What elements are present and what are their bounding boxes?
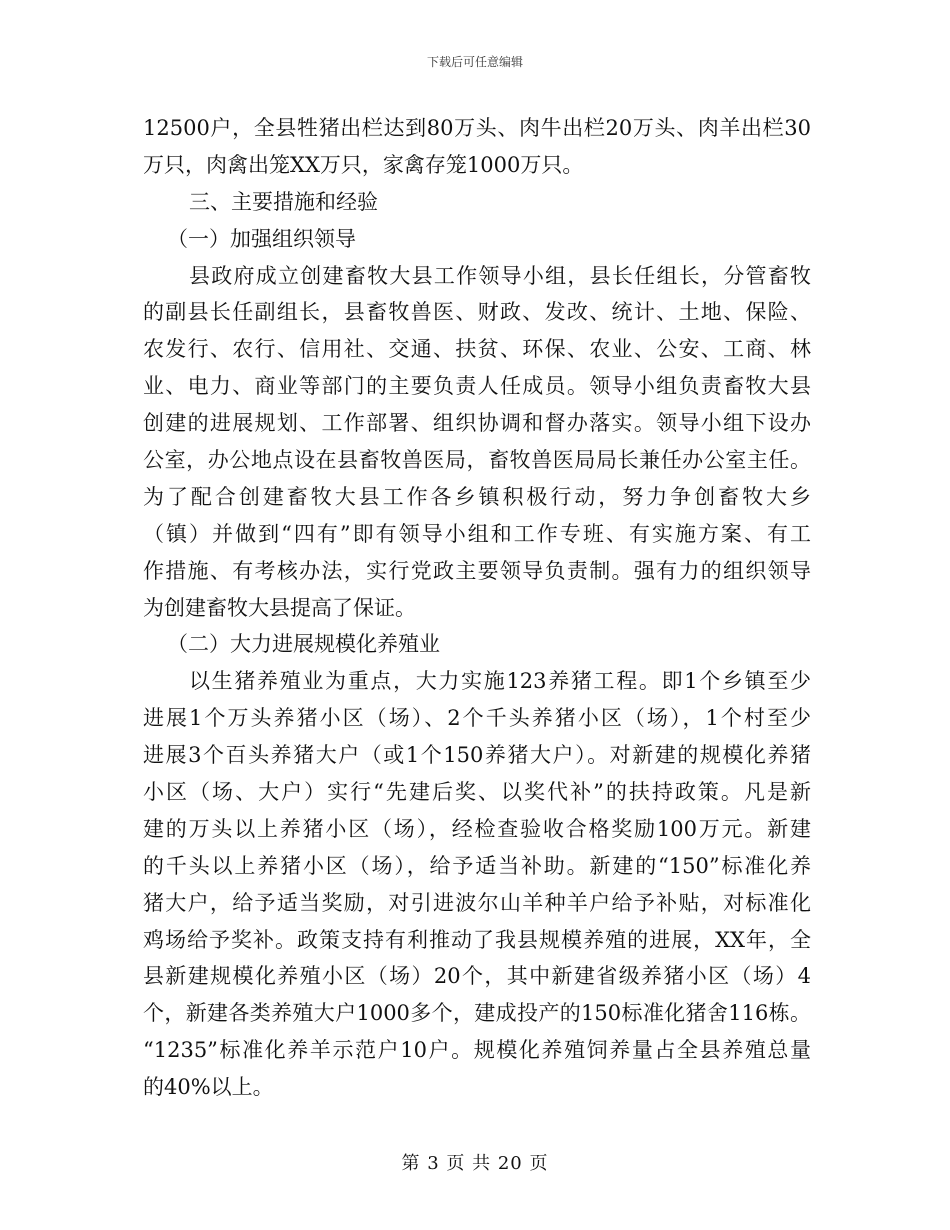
paragraph-line: 县新建规模化养殖小区（场）20个，其中新建省级养猪小区（场）4 (143, 964, 811, 989)
paragraph-line: （镇）并做到“四有”即有领导小组和工作专班、有实施方案、有工 (143, 521, 811, 546)
paragraph-line: 12500户，全县牲猪出栏达到80万头、肉牛出栏20万头、肉羊出栏30 (143, 116, 811, 140)
paragraph-line: 创建的进展规划、工作部署、组织协调和督办落实。领导小组下设办 (143, 411, 811, 436)
paragraph-line: 作措施、有考核办法，实行党政主要领导负责制。强有力的组织领导 (143, 558, 811, 583)
document-body (143, 110, 811, 1106)
paragraph-line: 万只，肉禽出笼XX万只，家禽存笼1000万只。 (143, 152, 584, 177)
paragraph-line: 鸡场给予奖补。政策支持有利推动了我县规模养殖的进展，XX年，全 (143, 927, 811, 952)
paragraph-line: 建的万头以上养猪小区（场），经检查验收合格奖励100万元。新建 (143, 816, 811, 841)
paragraph-line: 的千头以上养猪小区（场），给予适当补助。新建的“150”标准化养 (143, 853, 811, 878)
page-header: 下载后可任意编辑 (426, 55, 523, 69)
paragraph-line: 进展3个百头养猪大户（或1个150养猪大户）。对新建的规模化养猪 (143, 743, 811, 768)
paragraph-line: 以生猪养殖业为重点，大力实施123养猪工程。即1个乡镇至少 (189, 669, 811, 694)
page-footer: 第 3 页 共 20 页 (401, 1153, 549, 1174)
paragraph-line: 的40%以上。 (143, 1075, 274, 1100)
paragraph-line: 县政府成立创建畜牧大县工作领导小组，县长任组长，分管畜牧 (189, 263, 811, 288)
subsection-heading: （二）大力进展规模化养殖业 (167, 632, 440, 657)
paragraph-line: 为创建畜牧大县提高了保证。 (143, 595, 416, 620)
paragraph-line: 进展1个万头养猪小区（场）、2个千头养猪小区（场），1个村至少 (143, 706, 811, 731)
paragraph-line: 农发行、农行、信用社、交通、扶贫、环保、农业、公安、工商、林 (143, 337, 811, 362)
paragraph-line: 个，新建各类养殖大户1000多个，建成投产的150标准化猪舍116栋。 (143, 1001, 811, 1026)
paragraph-line: 为了配合创建畜牧大县工作各乡镇积极行动，努力争创畜牧大乡 (143, 484, 811, 509)
section-heading: 三、主要措施和经验 (189, 189, 378, 214)
paragraph-line: 业、电力、商业等部门的主要负责人任成员。领导小组负责畜牧大县 (143, 374, 811, 399)
paragraph-line: 猪大户，给予适当奖励，对引进波尔山羊种羊户给予补贴，对标准化 (143, 890, 811, 915)
paragraph-line: “1235”标准化养羊示范户10户。规模化养殖饲养量占全县养殖总量 (143, 1038, 811, 1063)
paragraph-line: 公室，办公地点设在县畜牧兽医局，畜牧兽医局局长兼任办公室主任。 (143, 448, 811, 473)
subsection-heading: （一）加强组织领导 (167, 226, 356, 251)
paragraph-line: 小区（场、大户）实行“先建后奖、以奖代补”的扶持政策。凡是新 (143, 780, 811, 805)
paragraph-line: 的副县长任副组长，县畜牧兽医、财政、发改、统计、土地、保险、 (143, 300, 811, 325)
